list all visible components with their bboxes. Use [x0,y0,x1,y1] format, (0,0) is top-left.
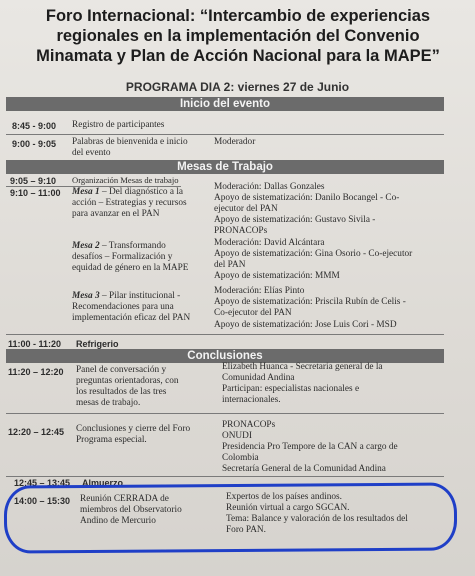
row-activity: acción – Estrategias y recursos [72,198,187,208]
row-divider [6,476,444,477]
row-activity: Registro de participantes [72,120,165,130]
row-activity [72,241,166,252]
row-activity [72,187,183,198]
row-activity: Recomendaciones para una [72,302,174,312]
row-time: 9:00 - 9:05 [12,139,57,149]
row-activity: miembros del Observatorio [80,505,182,515]
row-responsible: del PAN [214,260,246,270]
row-responsible: Foro PAN. [226,525,266,535]
row-responsible: Co-ejecutor del PAN [214,308,292,318]
row-activity: Reunión CERRADA de [80,494,169,504]
row-activity: desafíos – Formalización y [72,252,173,262]
row-responsible: Apoyo de sistematización: Gina Osorio - Co-ejecutor [214,249,413,259]
section-band-mesas: Mesas de Trabajo [6,160,444,174]
row-responsible: Secretaría General de la Comunidad Andina [222,464,386,474]
row-responsible: Apoyo de sistematización: Jose Luis Cori - MSD [214,320,397,330]
row-responsible: Moderación: David Alcántara [214,238,325,248]
row-time: 12:45 – 13:45 [14,478,71,488]
row-responsible: internacionales. [222,395,281,405]
row-responsible: Apoyo de sistematización: Priscila Rubín de Celis - [214,297,406,307]
row-activity: los resultados de las tres [76,387,167,397]
row-responsible: Expertos de los países andinos. [226,492,342,502]
row-activity [72,291,180,302]
row-responsible: PRONACOPs [214,226,268,236]
section-band-inicio: Inicio del evento [6,97,444,111]
row-responsible: Apoyo de sistematización: Gustavo Sivila - [214,215,376,225]
row-responsible: Moderación: Elías Pinto [214,286,305,296]
mesa-title: – Del diagnóstico a la [99,187,184,197]
mesa-label: Mesa 2 [72,241,100,251]
section-band-conclusiones: Conclusiones [6,349,444,363]
row-responsible: PRONACOPs [222,420,276,430]
row-activity: Programa especial. [76,435,147,445]
row-activity: del evento [72,148,111,158]
row-time: 9:10 – 11:00 [10,188,61,198]
hand-drawn-highlight-circle [4,482,457,553]
row-time: 11:00 - 11:20 [8,339,62,349]
row-activity: Refrigerio [76,339,119,349]
title-line-2: regionales en la implementación del Convenio [56,27,420,45]
row-divider [6,413,444,414]
row-activity: Conclusiones y cierre del Foro [76,424,191,434]
row-activity: preguntas orientadoras, con [76,376,179,386]
row-responsible: ONUDI [222,431,252,441]
row-time: 12:20 – 12:45 [8,427,65,437]
row-time: 14:00 – 15:30 [14,496,71,506]
row-responsible: Participan: especialistas nacionales e [222,384,360,394]
mesa-label: Mesa 3 [72,291,100,301]
row-activity: Panel de conversación y [76,365,167,375]
row-activity: Andino de Mercurio [80,516,156,526]
row-responsible: Moderación: Dallas Gonzales [214,182,325,192]
document-title [12,6,464,66]
title-line-1: Foro Internacional: “Intercambio de experiencias [45,7,431,25]
mesa-label: Mesa 1 [72,187,100,197]
row-activity: Almuerzo [82,478,124,488]
row-responsible: Colombia [222,453,259,463]
row-activity: Palabras de bienvenida e inicio [72,137,188,147]
row-divider [6,334,444,335]
title-line-3: Minamata y Plan de Acción Nacional para la MAPE” [36,47,440,65]
row-time: 9:05 – 9:10 [10,176,57,186]
row-activity: equidad de género en la MAPE [72,263,189,273]
row-responsible: Presidencia Pro Tempore de la CAN a cargo de [222,442,398,452]
row-time: 11:20 – 12:20 [8,367,64,377]
row-responsible: Comunidad Andina [222,373,295,383]
row-activity: Organización Mesas de trabajo [72,175,179,185]
mesa-title: – Pilar institucional - [99,291,181,301]
row-responsible: ejecutor del PAN [214,204,278,214]
row-activity: implementación eficaz del PAN [72,313,191,323]
row-responsible: Elizabeth Huanca - Secretaria general de la [222,362,383,372]
row-activity: para avanzar en el PAN [72,209,160,219]
row-responsible: Apoyo de sistematización: Danilo Bocangel - Co- [214,193,400,203]
row-time: 8:45 - 9:00 [12,121,57,131]
row-responsible: Moderador [214,137,256,147]
row-responsible: Apoyo de sistematización: MMM [214,271,340,281]
row-responsible: Tema: Balance y valoración de los resultados del [226,514,408,524]
mesa-title: – Transformando [99,241,166,251]
row-activity: mesas de trabajo. [76,398,141,408]
program-heading: PROGRAMA DIA 2: viernes 27 de Junio [125,80,350,94]
row-responsible: Reunión virtual a cargo SGCAN. [226,503,350,513]
row-divider [6,134,444,135]
